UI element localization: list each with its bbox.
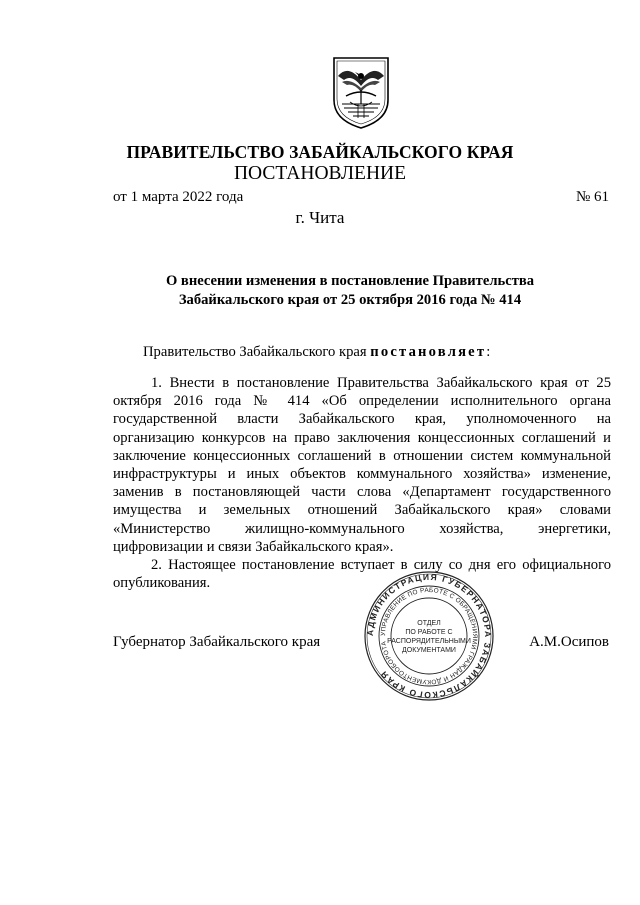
organization-title: ПРАВИТЕЛЬСТВО ЗАБАЙКАЛЬСКОГО КРАЯ — [126, 142, 514, 162]
document-title — [100, 272, 600, 309]
stamp-center-line-1: ОТДЕЛ — [417, 620, 441, 627]
signer-position: Губернатор Забайкальского края — [113, 634, 321, 650]
preamble-text: Правительство Забайкальского края — [143, 344, 371, 360]
title-line-1: О внесении изменения в постановление Правительства — [165, 273, 535, 289]
preamble-colon: : — [486, 344, 491, 360]
stamp-outer-text: АДМИНИСТРАЦИЯ ГУБЕРНАТОРА ЗАБАЙКАЛЬСКОГО КРАЯ — [364, 571, 494, 701]
item-1: 1. Внести в постановление Правительства Забайкальского края от 25 октября 2016 года № 414 «Об определении исполнительного органа государственной власти Забайкальского края, уполномоченного на организацию конкурсов на право заключения концессионных соглашений и заключение концессионных соглашений в отношении систем коммунальной инфраструктуры и иных объектов коммунального хозяйства» изменение, заменив в постановляющей части слова «Департамент государственного имущества и земельных отношений Забайкальского края» словами «Министерство жилищно-коммунального хозяйства, энергетики, цифровизации и связи Забайкальского края». — [113, 375, 611, 555]
document-number: № 61 — [575, 189, 609, 205]
stamp-center-line-2: ПО РАБОТЕ С — [405, 629, 453, 636]
item-2: 2. Настоящее постановление вступает в силу со дня его официального опубликования. — [113, 557, 611, 592]
title-line-2: Забайкальского края от 25 октября 2016 года № 414 — [178, 291, 522, 308]
document-body — [113, 374, 611, 592]
preamble-keyword: постановляет — [370, 344, 487, 360]
stamp-inner-text: УПРАВЛЕНИЕ ПО РАБОТЕ С ОБРАЩЕНИЯМИ ГРАЖДАН И ДОКУМЕНТООБОРОТА — [379, 586, 479, 686]
signer-name: А.М.Осипов — [529, 634, 609, 650]
document-type: ПОСТАНОВЛЕНИЕ — [233, 163, 407, 184]
preamble — [143, 344, 490, 361]
stamp-center-line-3: РАСПОРЯДИТЕЛЬНЫМИ — [387, 638, 471, 645]
official-stamp — [363, 570, 495, 702]
document-city: г. Чита — [295, 208, 345, 227]
stamp-center-line-4: ДОКУМЕНТАМИ — [402, 647, 456, 654]
coat-of-arms-emblem — [328, 54, 394, 130]
document-date: от 1 марта 2022 года — [113, 189, 244, 205]
